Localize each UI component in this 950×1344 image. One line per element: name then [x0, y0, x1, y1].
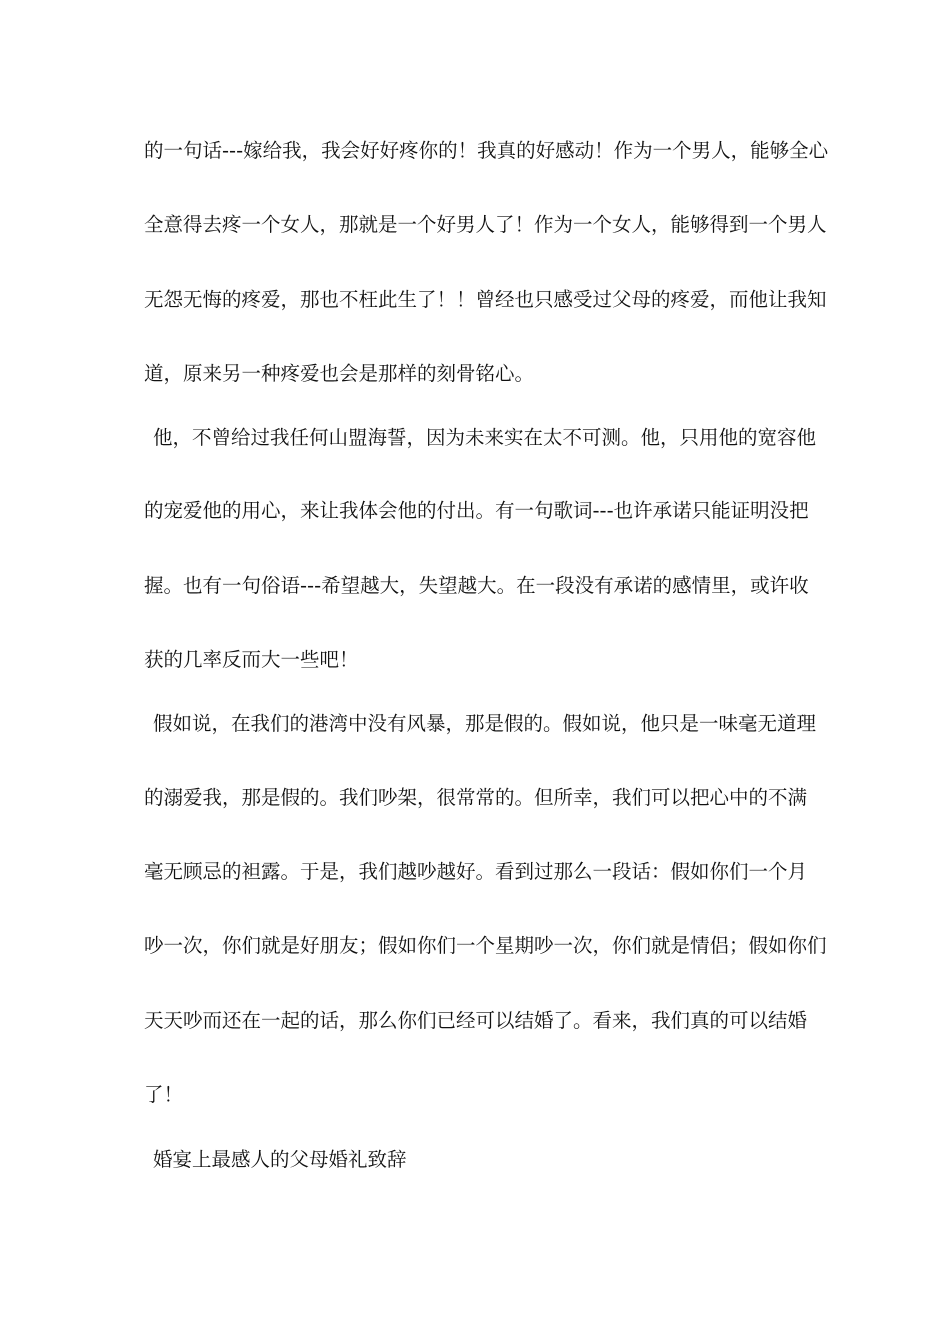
text-line: 天天吵而还在一起的话，那么你们已经可以结婚了。看来，我们真的可以结婚: [144, 1009, 808, 1032]
text-line: 了！: [144, 1083, 184, 1106]
paragraph-start-line: 他，不曾给过我任何山盟海誓，因为未来实在太不可测。他，只用他的宽容他: [153, 426, 817, 449]
text-line: 无怨无悔的疼爱，那也不枉此生了！！曾经也只感受过父母的疼爱，而他让我知: [144, 288, 827, 311]
text-line: 的溺爱我，那是假的。我们吵架，很常常的。但所幸，我们可以把心中的不满: [144, 786, 808, 809]
text-line: 握。也有一句俗语---希望越大，失望越大。在一段没有承诺的感情里，或许收: [144, 574, 809, 597]
text-line: 的一句话---嫁给我，我会好好疼你的！我真的好感动！作为一个男人，能够全心: [144, 139, 829, 162]
text-line: 吵一次，你们就是好朋友；假如你们一个星期吵一次，你们就是情侣；假如你们: [144, 934, 827, 957]
section-heading: 婚宴上最感人的父母婚礼致辞: [153, 1148, 407, 1171]
text-line: 的宠爱他的用心，来让我体会他的付出。有一句歌词---也许承诺只能证明没把: [144, 499, 809, 522]
text-line: 获的几率反而大一些吧！: [144, 648, 359, 671]
text-line: 全意得去疼一个女人，那就是一个好男人了！作为一个女人，能够得到一个男人: [144, 213, 827, 236]
text-line: 道，原来另一种疼爱也会是那样的刻骨铭心。: [144, 362, 535, 385]
text-line: 毫无顾忌的袒露。于是，我们越吵越好。看到过那么一段话：假如你们一个月: [144, 860, 808, 883]
paragraph-start-line: 假如说，在我们的港湾中没有风暴，那是假的。假如说，他只是一味毫无道理: [153, 712, 817, 735]
